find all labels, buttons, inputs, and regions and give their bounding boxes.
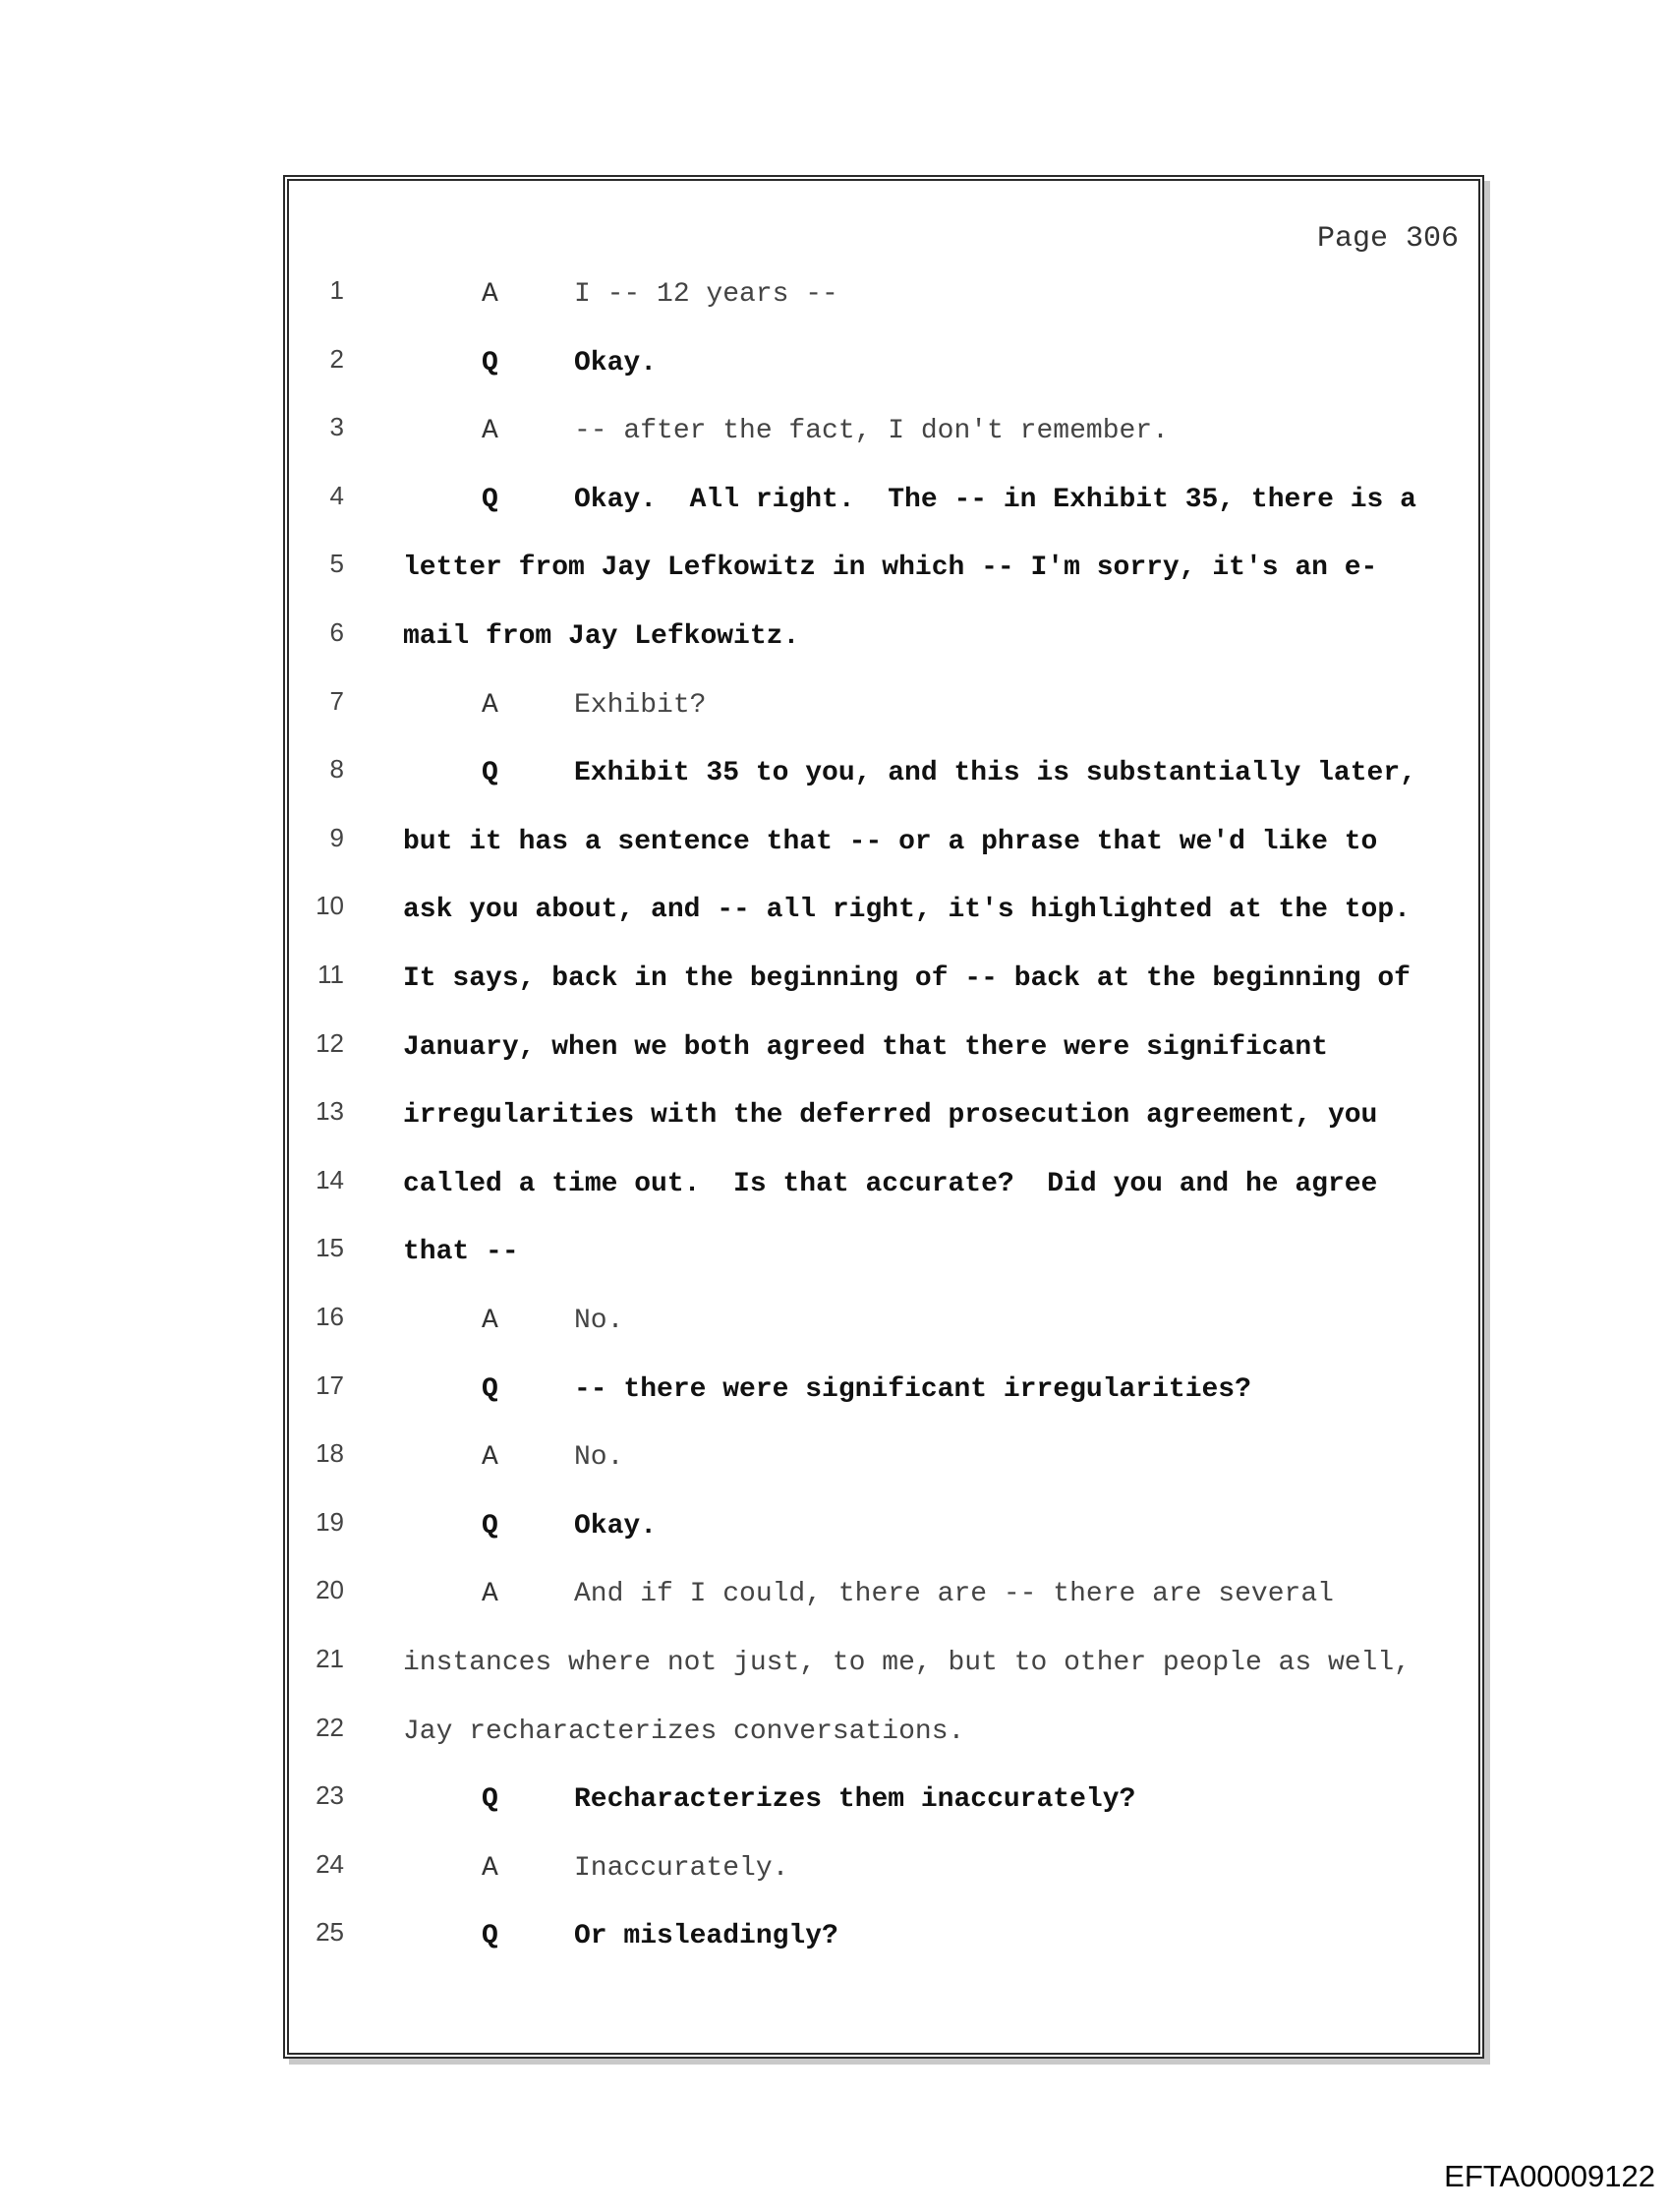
line-text: Okay.	[574, 1510, 658, 1542]
transcript-line	[289, 617, 1478, 661]
speaker-label: A	[482, 416, 498, 447]
line-text: called a time out. Is that accurate? Did you and he agree	[403, 1168, 1378, 1199]
line-number: 6	[329, 617, 344, 647]
line-text: Exhibit?	[574, 689, 707, 721]
line-text: ask you about, and -- all right, it's highlighted at the top.	[403, 895, 1411, 926]
line-text: It says, back in the beginning of -- back at the beginning of	[403, 963, 1411, 994]
page-number: Page 306	[1316, 222, 1459, 256]
speaker-label: Q	[482, 484, 498, 515]
line-number: 4	[329, 480, 344, 510]
line-number: 25	[316, 1917, 344, 1948]
transcript-line	[289, 685, 1478, 729]
line-text: Inaccurately.	[574, 1852, 789, 1884]
speaker-label: A	[482, 1306, 498, 1336]
line-text: Or misleadingly?	[574, 1921, 838, 1952]
line-text: And if I could, there are -- there are several	[574, 1579, 1334, 1610]
speaker-label: Q	[482, 1921, 498, 1952]
transcript-line	[289, 480, 1478, 524]
speaker-label: Q	[482, 1510, 498, 1542]
line-number: 2	[329, 343, 344, 374]
transcript-line	[289, 1164, 1478, 1208]
speaker-label: A	[482, 1852, 498, 1884]
transcript-line	[289, 1027, 1478, 1072]
line-number: 5	[329, 549, 344, 579]
line-number: 24	[316, 1848, 344, 1879]
line-text: Okay. All right. The -- in Exhibit 35, there is a	[574, 484, 1416, 515]
transcript-page-frame	[283, 175, 1484, 2059]
line-number: 16	[316, 1302, 344, 1331]
line-number: 12	[316, 1027, 344, 1058]
line-number: 9	[329, 822, 344, 852]
transcript-line	[289, 549, 1478, 592]
line-text: No.	[574, 1442, 624, 1474]
line-number: 17	[316, 1369, 344, 1400]
line-number: 3	[329, 412, 344, 442]
line-text: mail from Jay Lefkowitz.	[403, 621, 800, 652]
transcript-line	[289, 1096, 1478, 1139]
speaker-label: A	[482, 279, 498, 310]
line-text: No.	[574, 1306, 624, 1336]
line-text: January, when we both agreed that there were significant	[403, 1031, 1328, 1063]
transcript-line	[289, 1917, 1478, 1960]
line-text: -- there were significant irregularities?	[574, 1373, 1251, 1405]
transcript-line	[289, 891, 1478, 934]
transcript-line	[289, 412, 1478, 455]
transcript-line	[289, 1575, 1478, 1618]
transcript-line	[289, 1369, 1478, 1414]
transcript-line	[289, 822, 1478, 866]
line-text: -- after the fact, I don't remember.	[574, 416, 1169, 447]
line-number: 23	[316, 1780, 344, 1811]
transcript-line	[289, 343, 1478, 387]
line-text: letter from Jay Lefkowitz in which -- I'm sorry, it's an e-	[403, 553, 1378, 584]
transcript-line	[289, 960, 1478, 1003]
transcript-line	[289, 1438, 1478, 1482]
line-number: 11	[317, 960, 344, 989]
line-number: 15	[316, 1233, 344, 1263]
line-number: 20	[316, 1575, 344, 1605]
transcript-line	[289, 1233, 1478, 1276]
speaker-label: A	[482, 1442, 498, 1474]
speaker-label: Q	[482, 1373, 498, 1405]
line-number: 10	[316, 891, 344, 921]
line-text: I -- 12 years --	[574, 279, 838, 310]
speaker-label: Q	[482, 347, 498, 378]
transcript-line	[289, 754, 1478, 797]
document-id: EFTA00009122	[1444, 2159, 1655, 2193]
transcript-line	[289, 1644, 1478, 1687]
transcript-line	[289, 1506, 1478, 1550]
line-text: Jay recharacterizes conversations.	[403, 1716, 965, 1747]
line-text: but it has a sentence that -- or a phrase that we'd like to	[403, 826, 1378, 857]
line-number: 19	[316, 1506, 344, 1537]
line-number: 21	[316, 1644, 344, 1673]
line-number: 1	[329, 275, 344, 305]
transcript-line	[289, 1848, 1478, 1892]
speaker-label: A	[482, 689, 498, 721]
line-number: 7	[329, 685, 344, 716]
transcript-line	[289, 275, 1478, 319]
line-number: 18	[316, 1438, 344, 1469]
line-number: 22	[316, 1712, 344, 1742]
line-text: that --	[403, 1237, 519, 1268]
speaker-label: Q	[482, 758, 498, 789]
line-text: instances where not just, to me, but to other people as well,	[403, 1648, 1411, 1678]
line-text: Recharacterizes them inaccurately?	[574, 1784, 1136, 1816]
line-text: irregularities with the deferred prosecution agreement, you	[403, 1100, 1378, 1132]
speaker-label: Q	[482, 1784, 498, 1816]
line-number: 8	[329, 754, 344, 785]
line-text: Okay.	[574, 347, 658, 378]
line-text: Exhibit 35 to you, and this is substantially later,	[574, 758, 1416, 789]
speaker-label: A	[482, 1579, 498, 1610]
transcript-line	[289, 1712, 1478, 1756]
line-number: 13	[316, 1096, 344, 1127]
transcript-line	[289, 1302, 1478, 1345]
transcript-line	[289, 1780, 1478, 1824]
line-number: 14	[316, 1164, 344, 1194]
